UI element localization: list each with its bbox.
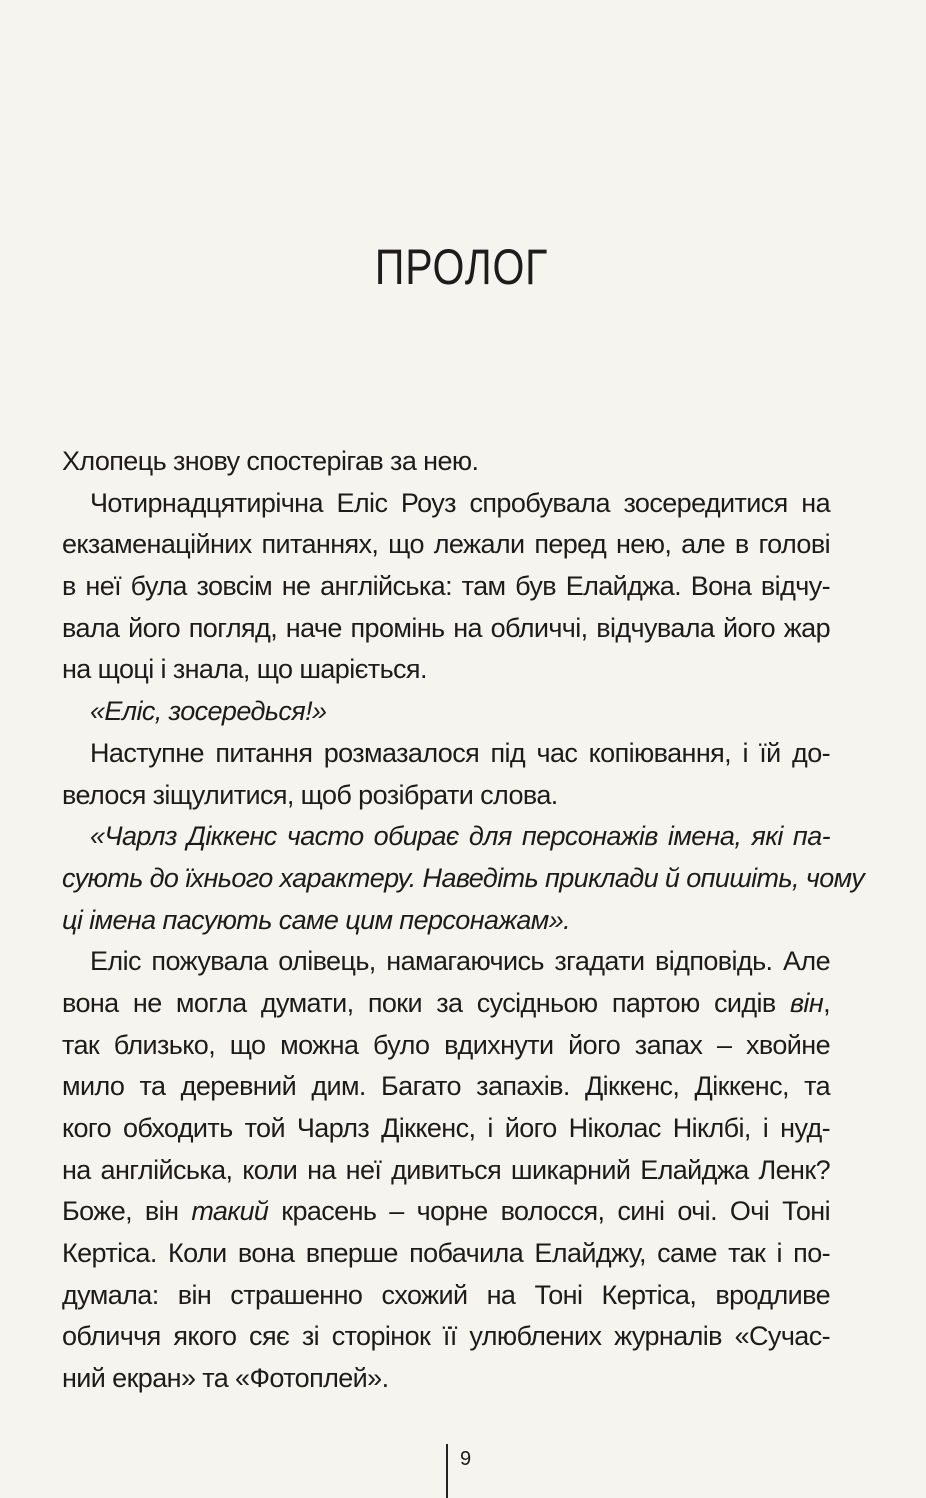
italic-text: він	[789, 987, 824, 1018]
text-line	[62, 524, 830, 566]
text-segment: в неї була зовсім не англійська: там був Елайджа. Вона відчу-	[62, 571, 830, 602]
text-segment: на англійська, коли на неї дивиться шикарний Елайджа Ленк?	[62, 1154, 830, 1185]
text-line	[62, 566, 830, 608]
text-line	[62, 1358, 830, 1400]
body-text	[62, 441, 865, 1400]
text-segment: думала: він страшенно схожий на Тоні Кертіса, вродливе	[62, 1279, 830, 1310]
italic-text: «Чарлз Діккенс часто обирає для персонажів імена, які па-	[90, 821, 830, 852]
text-line	[62, 858, 865, 900]
text-segment: Чотирнадцятирічна Еліс Роуз спробувала зосередитися на	[90, 487, 830, 518]
text-segment: на щоці і знала, що шаріється.	[62, 654, 427, 685]
italic-text: «Еліс, зосередься!»	[90, 696, 327, 727]
text-segment: ний екран» та «Фотоплей».	[62, 1363, 389, 1394]
text-segment: вала його погляд, наче промінь на обличчі, відчувала його жар	[62, 612, 830, 643]
text-segment: Боже, він	[62, 1196, 192, 1227]
text-line	[62, 983, 830, 1025]
text-line	[62, 775, 830, 817]
text-segment: красень – чорне волосся, сині очі. Очі Тоні	[268, 1196, 830, 1227]
text-line	[62, 483, 830, 525]
italic-text: такий	[191, 1196, 269, 1227]
text-segment: Наступне питання розмазалося під час копіювання, і їй до-	[90, 737, 830, 768]
text-segment: екзаменаційних питаннях, що лежали перед нею, але в голові	[62, 529, 830, 560]
text-segment: ,	[823, 987, 830, 1018]
text-segment: кого обходить той Чарлз Діккенс, і його Ніколас Ніклбі, і нуд-	[62, 1113, 830, 1143]
text-segment: Хлопець знову спостерігав за нею.	[62, 446, 479, 476]
text-line	[62, 1025, 830, 1067]
text-line	[62, 1191, 830, 1233]
text-segment: Еліс пожувала олівець, намагаючись згадати відповідь. Але	[90, 946, 830, 977]
page-number: 9	[460, 1448, 472, 1470]
text-line	[62, 649, 830, 691]
italic-text: ці імена пасують саме цим персонажам».	[62, 904, 571, 935]
text-segment: вона не могла думати, поки за сусідньою партою сидів	[62, 987, 790, 1018]
text-line	[62, 1233, 830, 1275]
chapter-title: ПРОЛОГ	[374, 239, 549, 295]
text-line	[62, 941, 830, 983]
text-line	[62, 1066, 830, 1108]
text-segment: Кертіса. Коли вона вперше побачила Елайджу, саме так і по-	[62, 1238, 830, 1269]
text-line	[62, 691, 830, 733]
text-line	[62, 733, 830, 775]
text-line	[62, 900, 830, 942]
text-segment: обличчя якого сяє зі сторінок її улюблених журналів «Сучас-	[62, 1321, 830, 1352]
italic-text: сують до їхнього характеру. Наведіть приклади й опишіть, чому	[62, 862, 865, 893]
text-line	[62, 441, 830, 483]
text-segment: так близько, що можна було вдихнути його запах – хвойне	[62, 1029, 830, 1060]
text-segment: велося зіщулитися, щоб розібрати слова.	[62, 779, 558, 810]
text-line	[62, 1275, 830, 1317]
text-line	[62, 1150, 830, 1192]
text-line	[62, 1316, 830, 1358]
text-line	[62, 608, 830, 650]
text-line	[62, 1108, 830, 1150]
text-segment: мило та деревний дим. Багато запахів. Діккенс, Діккенс, та	[62, 1071, 830, 1102]
text-line	[62, 816, 830, 858]
page-number-rule	[446, 1444, 448, 1498]
